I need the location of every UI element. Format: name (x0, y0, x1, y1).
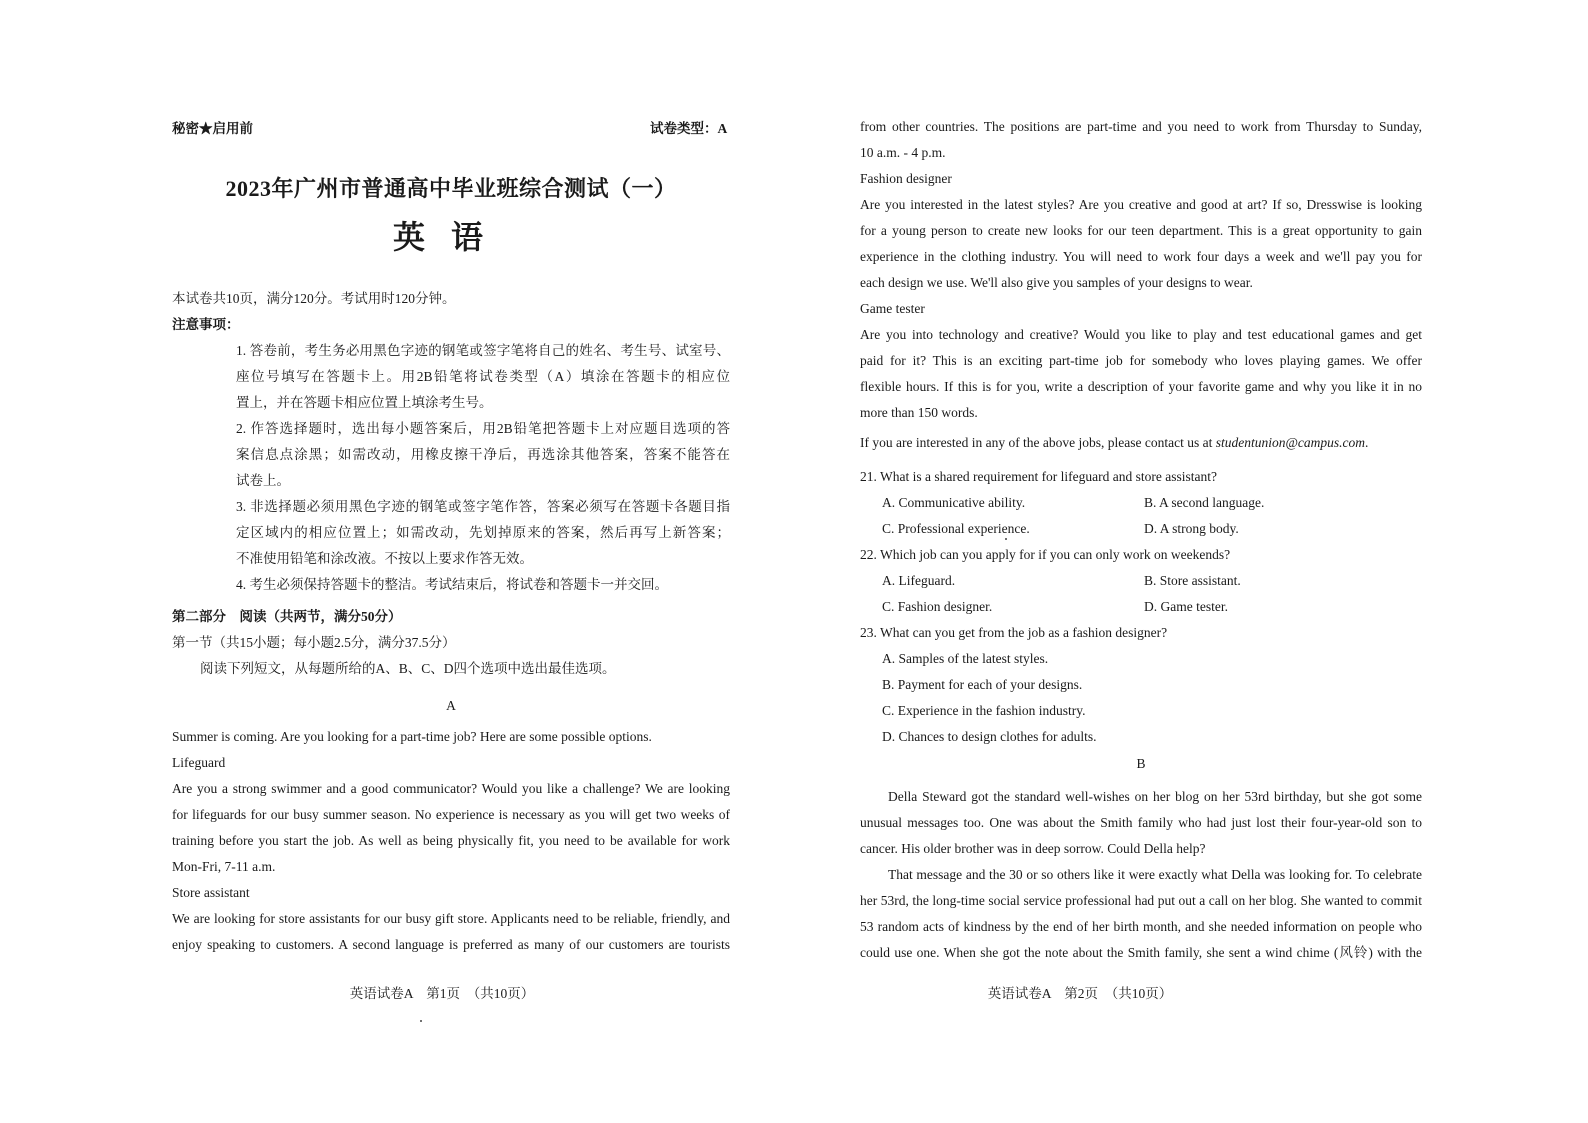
option: A. Lifeguard. (882, 573, 956, 588)
page-footer: 英语试卷A 第1页 （共10页） (349, 986, 535, 1001)
exam-page-2 (794, 0, 1588, 1123)
subject-title: 英语 (392, 219, 509, 255)
passage-a-continued: from other countries. The positions are part-time and you need to work from Thursday to Sunday, 10 a.m. - 4 p.m. Fashion designer Are you interested in the latest styles? Are you creative and good at art? If so, Dresswise is looking for a young person to create new looks for our teen department. This is a great opportunity to gain experience in the clothing industry. You will need to work four days a week and we'll pay you for each design we use. We'll also give you samples of your designs to wear. Game tester Are you into technology and creative? Would you like to play and test educational games and get paid for it? This is an exciting part-time job for somebody who loves playing games. We offer flexible hours. If this is for you, write a description of your favorite game and why you like it in no more than 150 words. If you are interested in any of the above jobs, please contact us at studentunion@campus.com. (860, 114, 1422, 456)
note-item: 3. 非选择题必须用黑色字迹的钢笔或签字笔作答，答案必须写在答题卡各题目指 定区域内的相应位置上；如需改动，先划掉原来的答案，然后再写上新答案； 不准使用铅笔和涂改液。不按以上要求作答无效。 (236, 499, 730, 566)
note-item: 4. 考生必须保持答题卡的整洁。考试结束后，将试卷和答题卡一并交回。 (236, 577, 668, 592)
confidential-label: 秘密★启用前 (172, 121, 253, 136)
option: C. Professional experience. (882, 521, 1030, 536)
option: D. Chances to design clothes for adults. (882, 729, 1097, 744)
question-21: 21. What is a shared requirement for lifeguard and store assistant? (860, 469, 1218, 484)
job-heading-fashion-designer: Fashion designer (860, 171, 952, 186)
question-23: 23. What can you get from the job as a fashion designer? (860, 625, 1168, 640)
options-row (860, 490, 1422, 516)
notes-heading: 注意事项： (172, 317, 240, 332)
job-heading-lifeguard: Lifeguard (172, 755, 226, 770)
note-item: 2. 作答选择题时，选出每小题答案后，用2B铅笔把答题卡上对应题目选项的答 案信息点涂黑；如需改动，用橡皮擦干净后，再选涂其他答案，答案不能答在 试卷上。 (236, 421, 730, 488)
scan-speck (420, 1020, 422, 1022)
scan-speck (1005, 538, 1007, 540)
section-heading: 第一节（共15小题；每小题2.5分，满分37.5分） (172, 635, 456, 650)
option: C. Experience in the fashion industry. (882, 703, 1086, 718)
passage-a-label: A (446, 698, 456, 713)
option: D. Game tester. (1144, 599, 1228, 614)
page-footer: 英语试卷A 第2页 （共10页） (987, 986, 1173, 1001)
questions-21-23 (860, 464, 1422, 750)
passage-b-label: B (1136, 756, 1146, 771)
option: A. Samples of the latest styles. (882, 651, 1049, 666)
note-item: 1. 答卷前，考生务必用黑色字迹的钢笔或签字笔将自己的姓名、考生号、试室号、 座位号填写在答题卡上。用2B铅笔将试卷类型（A）填涂在答题卡的相应位 置上，并在答题卡相应位置上填涂考生号。 (236, 343, 730, 410)
options-row (860, 594, 1422, 620)
paper-type-label: 试卷类型：A (650, 121, 728, 136)
part-heading: 第二部分 阅读（共两节，满分50分） (172, 609, 402, 624)
contact-email: studentunion@campus.com (1215, 435, 1366, 450)
reading-instruction: 阅读下列短文，从每题所给的A、B、C、D四个选项中选出最佳选项。 (200, 661, 616, 676)
question-22: 22. Which job can you apply for if you can only work on weekends? (860, 547, 1231, 562)
notes-list (236, 338, 730, 598)
passage-b-text: Della Steward got the standard well-wishes on her blog on her 53rd birthday, but she got some unusual messages too. One was about the Smith family who had just lost their four-year-old son to cancer. His older brother was in deep sorrow. Could Della help? That message and the 30 or so others like it were exactly what Della was looking for. To celebrate her 53rd, the long-time social service professional had put out a call on her blog. She wanted to commit 53 random acts of kindness by the end of her birth month, and she needed information on people who could use one. When she got the note about the Smith family, she sent a wind chime (风铃) with the (860, 789, 1422, 960)
option: A. Communicative ability. (882, 495, 1026, 510)
exam-title: 2023年广州市普通高中毕业班综合测试（一） (225, 176, 677, 201)
passage-a-text: Summer is coming. Are you looking for a part-time job? Here are some possible options. Lifeguard Are you a strong swimmer and a good communicator? Would you like a challenge? We are looking for lifeguards for our busy summer season. No experience is necessary as you will get two weeks of training before you start the job. As well as being physically fit, you need to be available for work Mon-Fri, 7-11 a.m. Store assistant We are looking for store assistants for our busy gift store. Applicants need to be reliable, friendly, and enjoy speaking to customers. A second language is preferred as many of our customers are tourists (172, 729, 730, 952)
option: B. Payment for each of your designs. (882, 677, 1083, 692)
option: D. A strong body. (1144, 521, 1239, 536)
options-row (860, 516, 1422, 542)
option: C. Fashion designer. (882, 599, 993, 614)
option: B. A second language. (1144, 495, 1265, 510)
job-heading-store-assistant: Store assistant (172, 885, 250, 900)
options-row (860, 568, 1422, 594)
contact-line: If you are interested in any of the above jobs, please contact us at studentunion@campus.com. (860, 435, 1369, 450)
option: B. Store assistant. (1144, 573, 1241, 588)
exam-intro: 本试卷共10页，满分120分。考试用时120分钟。 (172, 291, 456, 306)
job-heading-game-tester: Game tester (860, 301, 925, 316)
